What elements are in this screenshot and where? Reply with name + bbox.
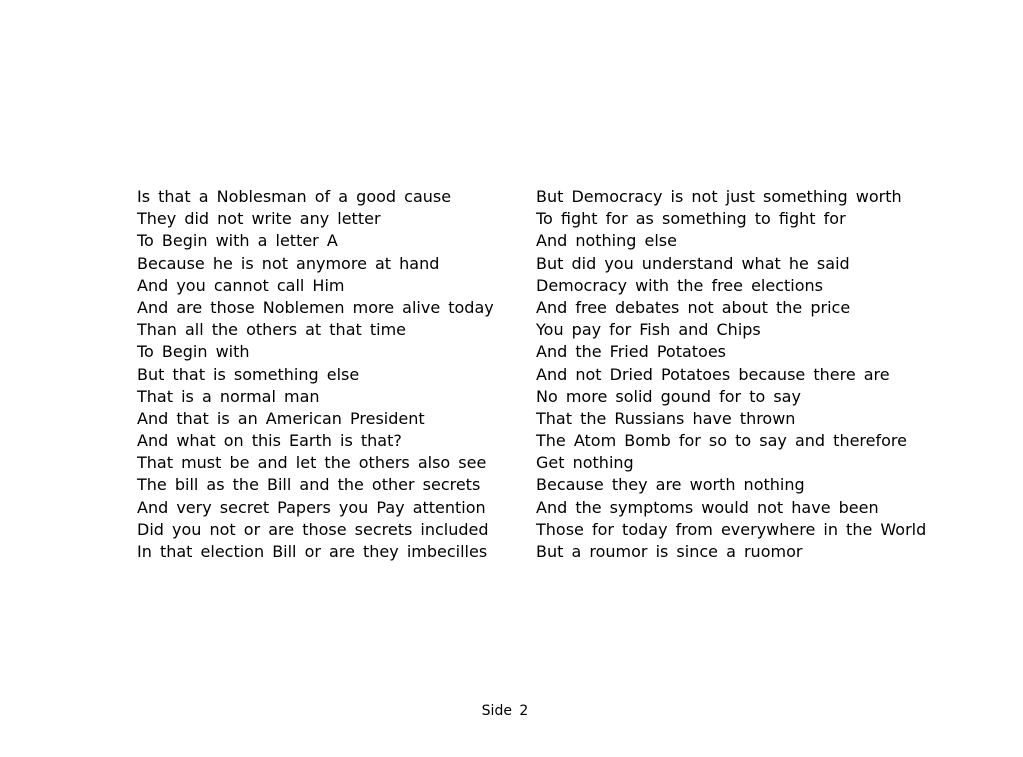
- text-line: But a roumor is since a ruomor: [536, 542, 803, 561]
- text-line: You pay for Fish and Chips: [536, 320, 761, 340]
- text-line: But Democracy is not just something worth: [536, 187, 902, 206]
- text-line: No more solid gound for to say: [536, 386, 801, 406]
- text-line: To Begin with a letter A: [137, 231, 338, 251]
- text-line: Is that a Noblesman of a good cause: [137, 187, 452, 206]
- text-line: And you cannot call Him: [137, 275, 345, 295]
- text-line: Democracy with the free elections: [536, 275, 823, 295]
- text-line: The Atom Bomb for so to say and therefore: [536, 431, 907, 451]
- text-line: And not Dried Potatoes because there are: [536, 364, 890, 384]
- text-line: And that is an American President: [137, 408, 425, 428]
- right-text-column: [536, 186, 956, 563]
- text-line: That the Russians have thrown: [536, 408, 796, 428]
- text-line: In that election Bill or are they imbecilles: [137, 542, 488, 561]
- text-line: To fight for as something to fight for: [536, 209, 846, 229]
- text-line: To Begin with: [137, 342, 250, 362]
- text-line: But that is something else: [137, 364, 360, 384]
- text-line: And the Fried Potatoes: [536, 342, 727, 362]
- text-line: Those for today from everywhere in the World: [536, 519, 927, 539]
- text-line: And the symptoms would not have been: [536, 497, 879, 517]
- text-line: Because he is not anymore at hand: [137, 253, 440, 273]
- text-line: And very secret Papers you Pay attention: [137, 497, 486, 517]
- text-line: And free debates not about the price: [536, 297, 851, 317]
- text-line: But did you understand what he said: [536, 253, 850, 273]
- text-line: Get nothing: [536, 453, 634, 473]
- text-line: And are those Noblemen more alive today: [137, 297, 494, 317]
- text-line: And what on this Earth is that?: [137, 431, 402, 451]
- left-text-column: [137, 186, 517, 563]
- text-line: The bill as the Bill and the other secrets: [137, 475, 481, 495]
- text-line: Did you not or are those secrets included: [137, 519, 489, 539]
- text-line: And nothing else: [536, 231, 677, 251]
- text-line: Than all the others at that time: [137, 320, 407, 340]
- text-line: They did not write any letter: [137, 209, 381, 229]
- text-line: Because they are worth nothing: [536, 475, 805, 495]
- text-line: That is a normal man: [137, 386, 320, 406]
- text-line: That must be and let the others also see: [137, 453, 487, 473]
- page-number: Side 2: [481, 703, 529, 719]
